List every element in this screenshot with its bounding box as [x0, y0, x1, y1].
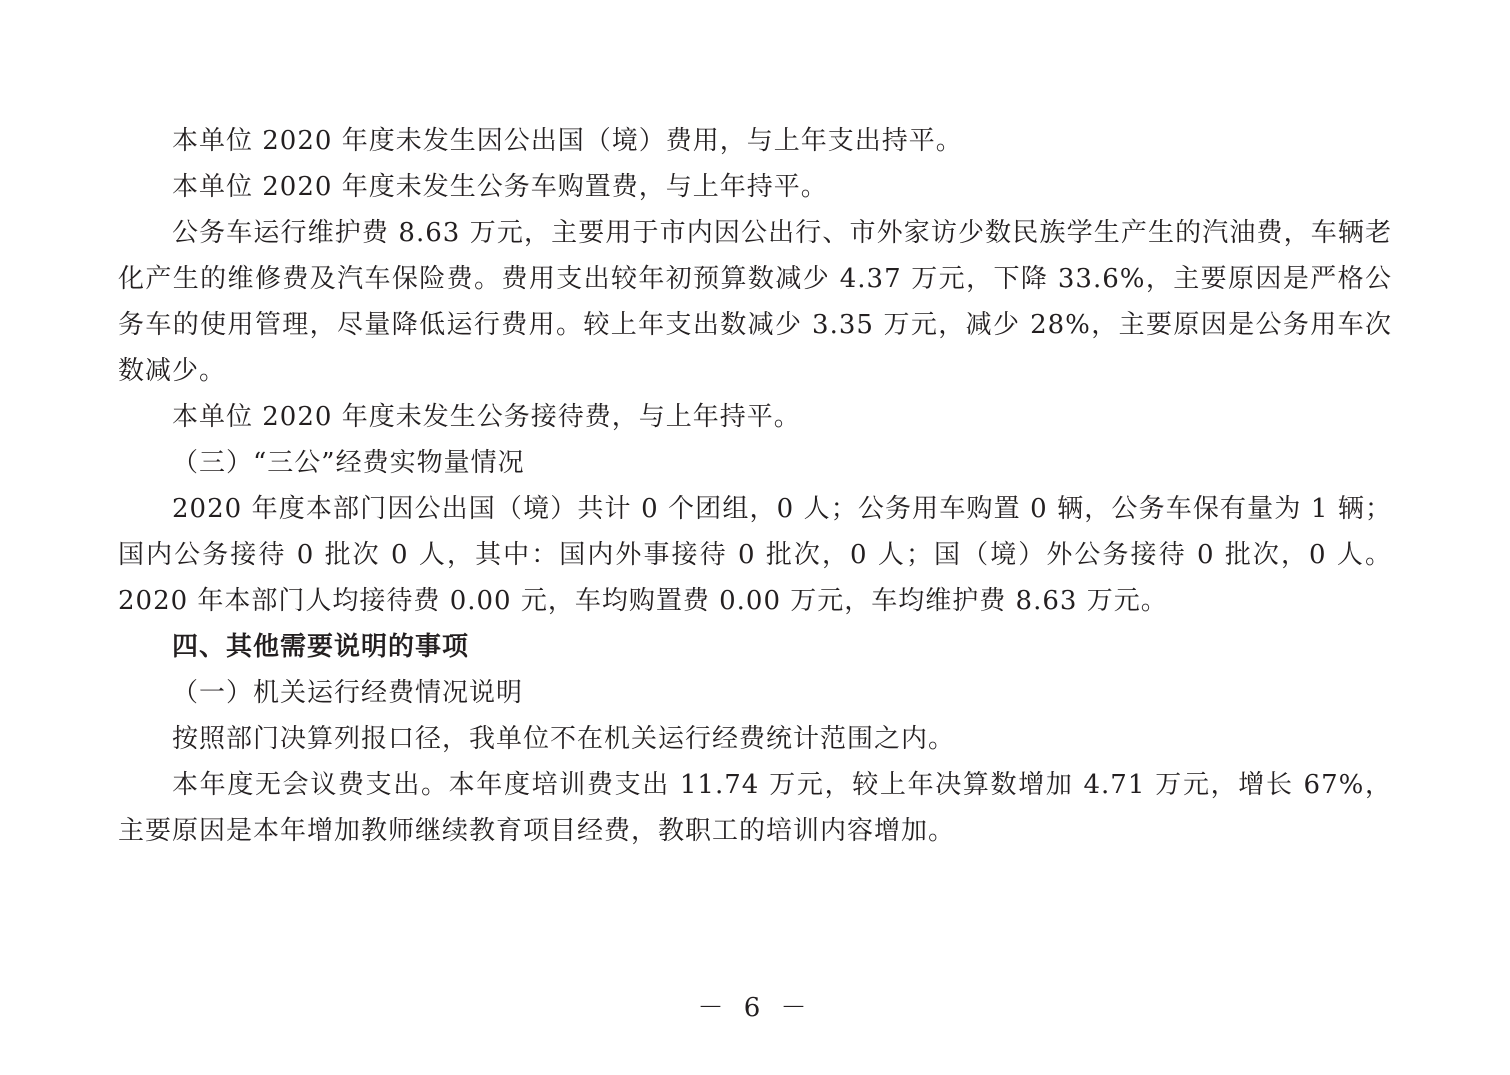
paragraph-vehicle-maintenance: 公务车运行维护费 8.63 万元，主要用于市内因公出行、市外家访少数民族学生产生的汽油费，车辆老化产生的维修费及汽车保险费。费用支出较年初预算数减少 4.37 万元，下降 33.6%，主要原因是严格公务车的使用管理，尽量降低运行费用。较上年支出数减少 3.35 万元，减少 28%，主要原因是公务用车次数减少。 — [118, 218, 1392, 386]
subheading-physical-quantities: （三）“三公”经费实物量情况 — [172, 448, 525, 478]
paragraph-reception-expense: 本单位 2020 年度未发生公务接待费，与上年持平。 — [172, 402, 801, 432]
paragraph-outbound-travel: 本单位 2020 年度未发生因公出国（境）费用，与上年支出持平。 — [172, 126, 963, 156]
paragraph-vehicle-purchase: 本单位 2020 年度未发生公务车购置费，与上年持平。 — [172, 172, 828, 202]
page-number: － 6 － — [697, 993, 813, 1023]
paragraph-physical-quantities: 2020 年度本部门因公出国（境）共计 0 个团组，0 人；公务用车购置 0 辆，公务车保有量为 1 辆；国内公务接待 0 批次 0 人，其中：国内外事接待 0 批次，0 人；国（境）外公务接待 0 批次，0 人。2020 年本部门人均接待费 0.00 元，车均购置费 0.00 万元，车均维护费 8.63 万元。 — [118, 494, 1392, 616]
paragraph-meeting-training: 本年度无会议费支出。本年度培训费支出 11.74 万元，较上年决算数增加 4.71 万元，增长 67%，主要原因是本年增加教师继续教育项目经费，教职工的培训内容增加。 — [118, 770, 1392, 846]
subheading-operating-expenses: （一）机关运行经费情况说明 — [172, 678, 524, 708]
section-heading-other-matters: 四、其他需要说明的事项 — [172, 632, 470, 662]
document-body — [118, 118, 1392, 854]
paragraph-operating-expenses: 按照部门决算列报口径，我单位不在机关运行经费统计范围之内。 — [172, 724, 956, 754]
